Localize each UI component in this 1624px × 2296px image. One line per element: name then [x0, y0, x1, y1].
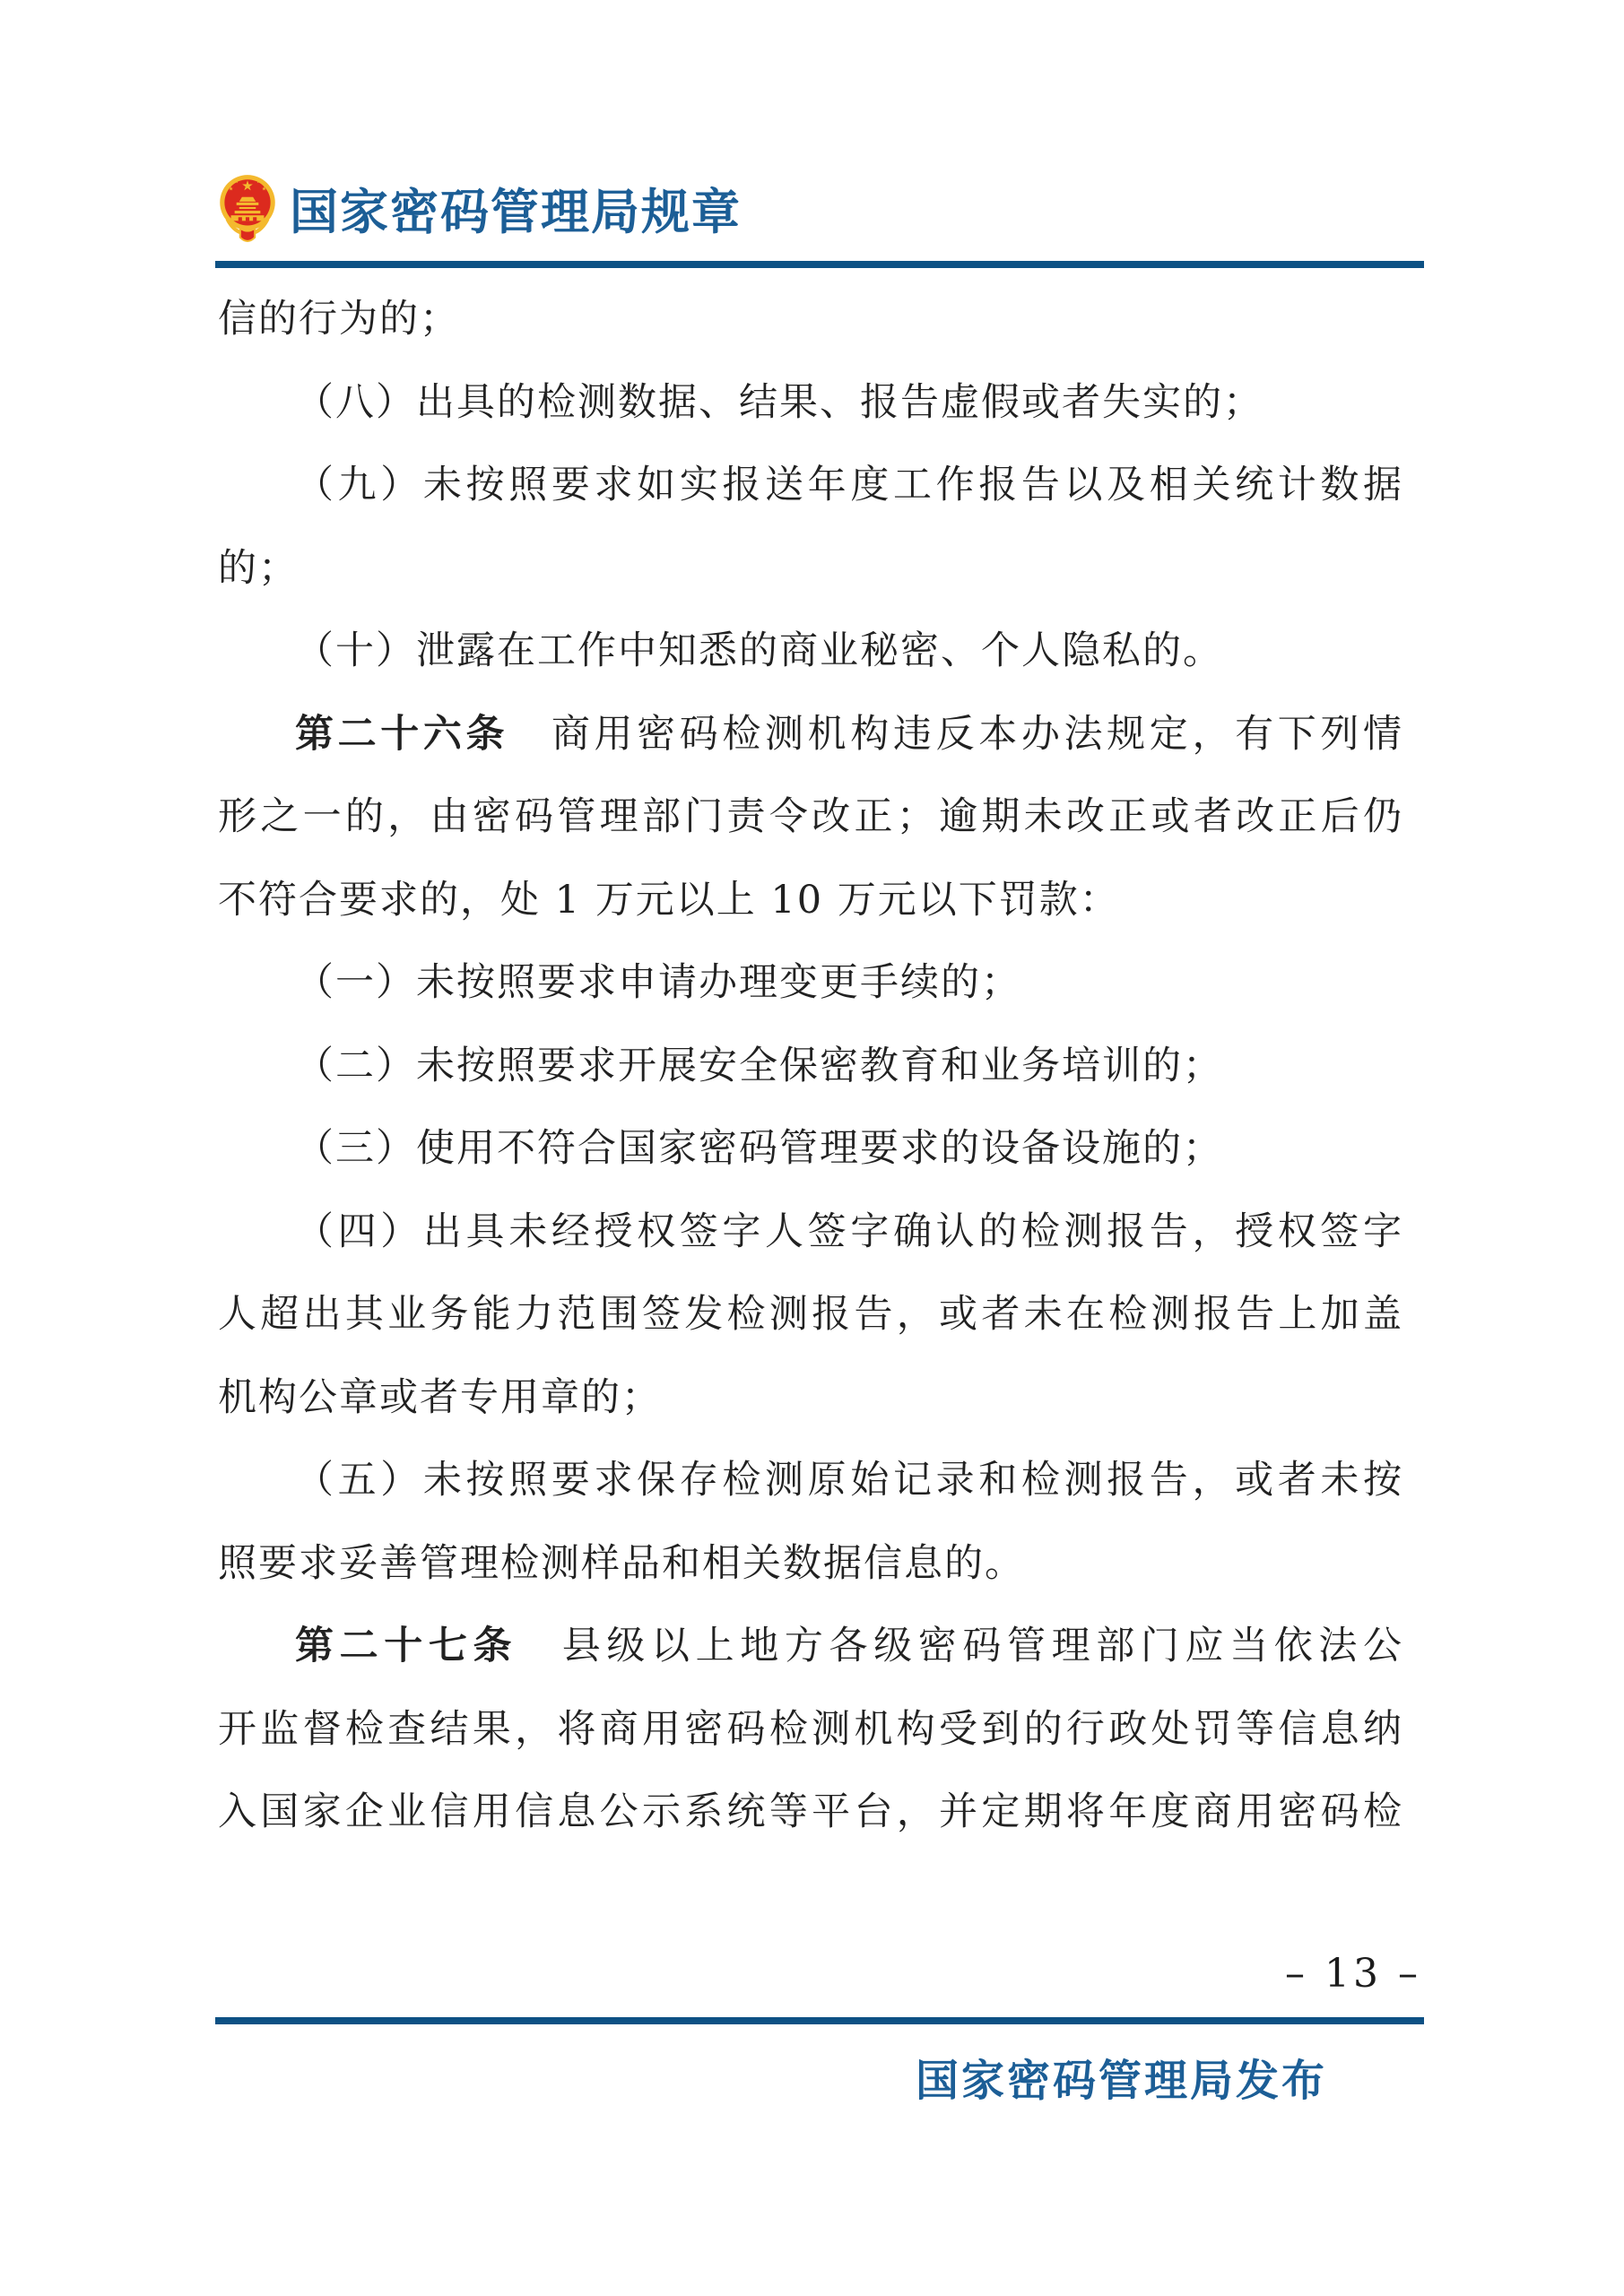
- body-line: （一）未按照要求申请办理变更手续的；: [295, 960, 1021, 1005]
- body-line: （二）未按照要求开展安全保密教育和业务培训的；: [295, 1043, 1223, 1088]
- document-body: [218, 278, 1403, 1854]
- body-line: （五）未按照要求保存检测原始记录和检测报告，或者未按: [295, 1458, 1403, 1503]
- article-27-number: 第二十七条: [295, 1624, 518, 1668]
- body-line: （八）出具的检测数据、结果、报告虚假或者失实的；: [295, 379, 1264, 425]
- body-line: 照要求妥善管理检测样品和相关数据信息的。: [218, 1540, 1025, 1586]
- header-rule: [215, 261, 1424, 268]
- body-line: 入国家企业信用信息公示系统等平台，并定期将年度商用密码检: [218, 1789, 1403, 1834]
- article-26-text: 商用密码检测机构违反本办法规定，有下列情: [508, 711, 1404, 757]
- page-number: – 13 –: [1285, 1951, 1421, 1997]
- body-line: （十）泄露在工作中知悉的商业秘密、个人隐私的。: [295, 628, 1223, 673]
- body-line: （四）出具未经授权签字人签字确认的检测报告，授权签字: [295, 1209, 1403, 1254]
- footer-rule: [215, 2017, 1424, 2024]
- publisher-label: 国家密码管理局发布: [915, 2056, 1327, 2106]
- body-line: [218, 693, 1403, 776]
- body-line: 的；: [218, 545, 299, 591]
- article-27-text: 县级以上地方各级密码管理部门应当依法公: [517, 1624, 1403, 1668]
- body-line: 开监督检查结果，将商用密码检测机构受到的行政处罚等信息纳: [218, 1706, 1403, 1752]
- body-line: 信的行为的；: [218, 297, 460, 342]
- page-header: [218, 170, 742, 246]
- body-line: [218, 1605, 1403, 1688]
- body-line: 形之一的，由密码管理部门责令改正；逾期未改正或者改正后仍: [218, 794, 1403, 839]
- page-title: 国家密码管理局规章: [290, 182, 742, 240]
- article-26-number: 第二十六条: [295, 711, 509, 757]
- body-line: （九）未按照要求如实报送年度工作报告以及相关统计数据: [295, 463, 1403, 507]
- national-emblem-icon: [218, 171, 277, 245]
- body-line: （三）使用不符合国家密码管理要求的设备设施的；: [295, 1126, 1223, 1171]
- body-line: 人超出其业务能力范围签发检测报告，或者未在检测报告上加盖: [218, 1292, 1403, 1337]
- body-line: 不符合要求的，处 1 万元以上 10 万元以下罚款：: [218, 877, 1120, 923]
- body-line: 机构公章或者专用章的；: [218, 1374, 662, 1420]
